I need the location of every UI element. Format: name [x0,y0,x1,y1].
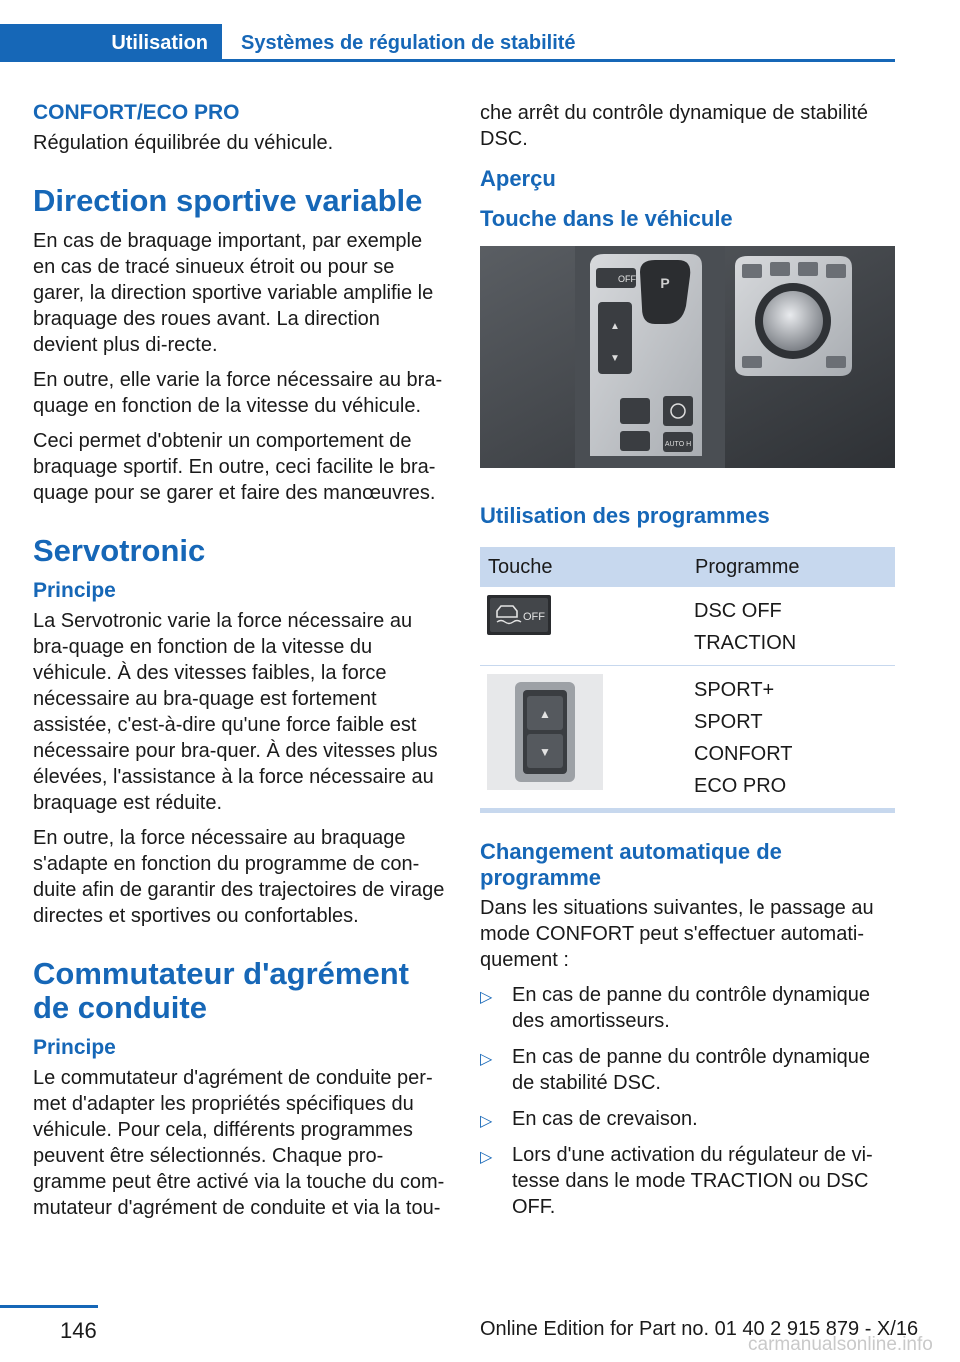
commutateur-principe-heading: Principe [33,1036,116,1059]
col-programme-header: Programme [687,547,895,587]
dsc-off-icon [487,595,551,635]
running-header [0,24,895,62]
changement-list [480,982,895,1220]
programme-confort: CONFORT [694,743,793,765]
table-row [480,666,895,811]
confort-text: Régulation équilibrée du véhicule. [33,132,334,154]
dsc-off-icon-cell [480,587,687,666]
triangle-bullet-icon: ▷ [480,989,493,1006]
list-item: ▷ En cas de panne du contrôle dynamique de stabilité DSC. [480,1046,871,1094]
direction-paragraph-2: En outre, elle varie la force nécessaire au bra-quage en fonction de la vitesse du véhicule. [33,369,443,417]
direction-paragraph-1: En cas de braquage important, par exemple en cas de tracé sinueux étroit ou pour se garer, la direction sportive variable amplifie le braquage des roues avant. La direction devient plus di-recte. [33,230,434,356]
header-chapter-tab[interactable]: Utilisation [0,24,222,62]
programme-sport: SPORT [694,711,763,733]
list-item: ▷ Lors d'une activation du régulateur de vi-tesse dans le mode TRACTION ou DSC OFF. [480,1144,873,1218]
footer-rule [0,1305,98,1308]
edition-info: Online Edition for Part no. 01 40 2 915 879 - X/16 [480,1318,919,1340]
table-row [480,587,895,666]
commutateur-heading: Commutateur d'agrément de conduite [33,956,409,1025]
programme-eco-pro: ECO PRO [694,775,787,797]
changement-heading: Changement automatique de programme [480,839,782,890]
svg-text:▼: ▼ [610,353,620,364]
park-label: P [660,275,670,291]
header-rule [222,59,895,62]
direction-heading: Direction sportive variable [33,183,423,218]
programme-cell-1 [687,587,895,666]
continued-text: che arrêt du contrôle dynamique de stabilité DSC. [480,102,869,150]
servotronic-paragraph-1: La Servotronic varie la force nécessaire au bra-quage en fonction de la vitesse du véhicule. À des vitesses faibles, la force nécessaire au bra-quage est fortement assistée, c'est-à-dire qu'une force faible est nécessaire pour bra-quer. À des vitesses plus élevées, l'assistance à la force nécessaire au braquage est réduite. [33,610,438,814]
switch-icon-cell [480,666,687,811]
list-item: ▷ En cas de panne du contrôle dynamique des amortisseurs. [480,984,871,1032]
svg-text:▲: ▲ [610,321,620,332]
svg-text:▼: ▼ [539,745,551,759]
triangle-bullet-icon: ▷ [480,1051,493,1068]
table-header-row [480,547,895,587]
triangle-bullet-icon: ▷ [480,1149,493,1166]
center-console-photo [480,246,895,468]
auto-hold-label: AUTO H [664,441,692,448]
programmes-table [480,547,895,813]
svg-text:▲: ▲ [539,707,551,721]
dsc-off-icon-text: OFF [523,611,545,623]
servotronic-heading: Servotronic [33,533,206,568]
programme-dsc-off: DSC OFF [694,600,782,622]
servotronic-paragraph-2: En outre, la force nécessaire au braquage s'adapte en fonction du programme de con-duite afin de garantir des trajectoires de virage directes et sportives ou confortables. [33,827,445,927]
right-column [480,100,895,1230]
col-touche-header: Touche [480,547,687,587]
mode-switch-icon [487,674,603,790]
page-number: 146 [60,1318,97,1343]
triangle-bullet-icon: ▷ [480,1113,493,1130]
gear-selector [640,260,690,324]
programme-cell-2 [687,666,895,811]
touche-heading: Touche dans le véhicule [480,206,733,231]
commutateur-paragraph-1: Le commutateur d'agrément de conduite per-met d'adapter les propriétés spécifiques du véhicule. Pour cela, différents programmes peuvent être sélectionnés. Chaque pro-gramme peut être activé via la touche du com-mutateur d'agrément de conduite et via la tou- [33,1067,445,1219]
controller-knob [763,291,823,351]
changement-paragraph: Dans les situations suivantes, le passage au mode CONFORT peut s'effectuer automati-quement : [480,897,874,971]
header-section-title: Systèmes de régulation de stabilité [241,32,576,54]
dsc-off-button-label: OFF [618,274,636,284]
left-column [33,100,448,1230]
programme-traction: TRACTION [694,632,797,654]
direction-paragraph-3: Ceci permet d'obtenir un comportement de braquage sportif. En outre, ceci facilite le bra-quage pour se garer et faire des manœuvres. [33,430,436,504]
watermark[interactable]: carmanualsonline.info [748,1334,933,1355]
servotronic-principe-heading: Principe [33,579,116,602]
programme-sport-plus: SPORT+ [694,679,775,701]
confort-heading: CONFORT/ECO PRO [33,101,240,124]
apercu-heading: Aperçu [480,166,556,191]
utilisation-heading: Utilisation des programmes [480,503,770,528]
list-item: ▷ En cas de crevaison. [480,1106,895,1132]
